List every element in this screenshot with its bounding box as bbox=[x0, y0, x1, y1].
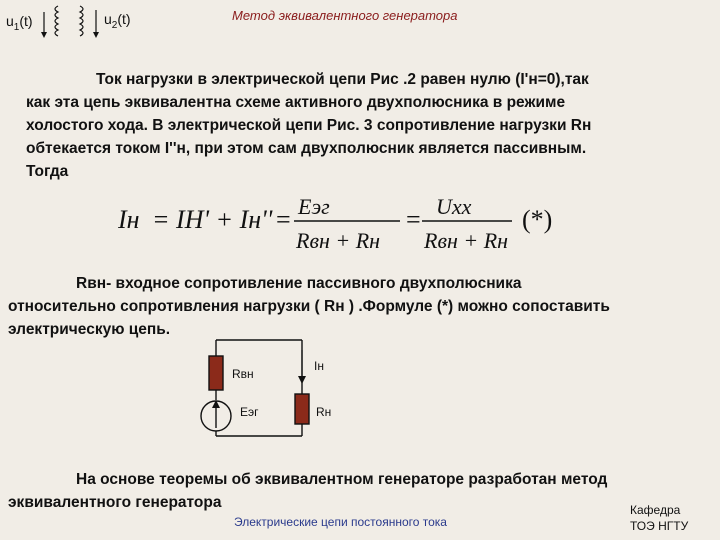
text-line: Ток нагрузки в электрической цепи Рис .2 равен нулю (I'н=0),так bbox=[96, 71, 589, 88]
text-line: эквивалентного генератора bbox=[8, 494, 222, 511]
text-line: Тогда bbox=[26, 163, 69, 180]
rvn-resistor bbox=[209, 356, 223, 390]
formula-den2: Rвн + Rн bbox=[424, 228, 509, 253]
footer-topic: Электрические цепи постоянного тока bbox=[234, 515, 447, 529]
text-line: как эта цепь эквивалентна схеме активного двухполюсника в режиме bbox=[26, 94, 566, 111]
formula-sum: = IН' + Iн'' bbox=[152, 205, 273, 234]
formula-tag: (*) bbox=[522, 205, 553, 234]
footer-dept-line2: ТОЭ НГТУ bbox=[630, 519, 689, 533]
rn-label: Rн bbox=[316, 405, 332, 419]
transformer-icon bbox=[40, 2, 104, 44]
formula-lhs: Iн bbox=[118, 205, 140, 234]
rvn-label: Rвн bbox=[232, 367, 254, 381]
paragraph-intro bbox=[26, 68, 692, 183]
equivalent-circuit-diagram bbox=[196, 336, 356, 446]
page-title: Метод эквивалентного генератора bbox=[232, 8, 458, 23]
text-line: обтекается током I''н, при этом сам двухполюсник является пассивным. bbox=[26, 140, 587, 157]
svg-text:=: = bbox=[406, 205, 421, 234]
eeg-label: Eэг bbox=[240, 405, 259, 419]
u2-label: $u_2(t)$ bbox=[104, 11, 131, 31]
footer-department bbox=[630, 502, 688, 534]
rn-resistor bbox=[295, 394, 309, 424]
load-current-formula bbox=[118, 188, 588, 258]
formula-num1: Eэг bbox=[298, 194, 330, 219]
text-line: Rвн- входное сопротивление пассивного двухполюсника bbox=[76, 275, 522, 292]
in-label: Iн bbox=[314, 359, 324, 373]
formula-den1: Rвн + Rн bbox=[296, 228, 381, 253]
paragraph-rvn bbox=[8, 272, 714, 341]
text-line: На основе теоремы об эквивалентном генераторе разработан метод bbox=[76, 471, 608, 488]
svg-text:=: = bbox=[276, 205, 291, 234]
text-line: электрическую цепь. bbox=[8, 321, 171, 338]
paragraph-method bbox=[8, 468, 714, 514]
text-line: относительно сопротивления нагрузки ( Rн ) .Формуле (*) можно сопоставить bbox=[8, 298, 610, 315]
formula-num2: Uxx bbox=[436, 194, 472, 219]
footer-dept-line1: Кафедра bbox=[630, 503, 681, 517]
u1-label: $u_1(t)$ bbox=[6, 13, 33, 33]
text-line: холостого хода. В электрической цепи Рис. 3 сопротивление нагрузки Rн bbox=[26, 117, 592, 134]
